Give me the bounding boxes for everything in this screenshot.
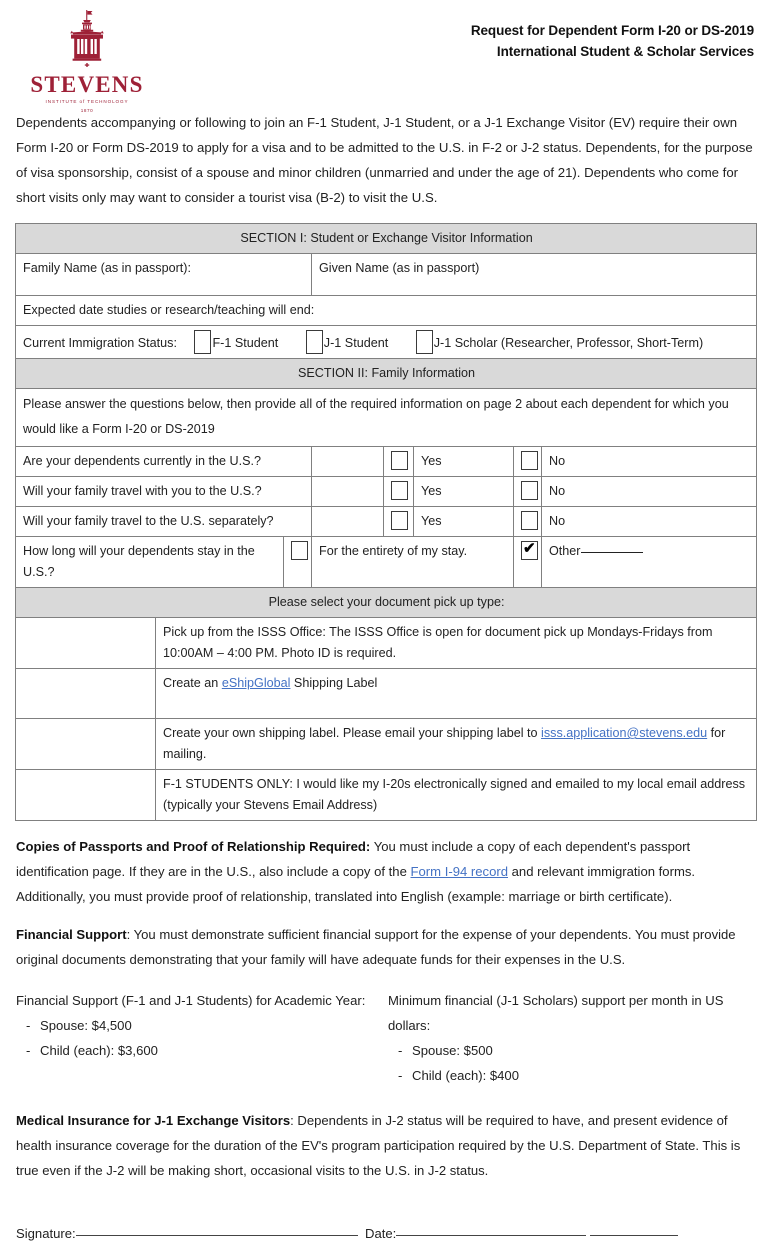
pickup-heading: Please select your document pick up type: <box>16 588 757 618</box>
pickup-option-office-text: Pick up from the ISSS Office: The ISSS Office is open for document pick up Mondays-Fridays from 10:00AM – 4:00 PM. Photo ID is required. <box>163 625 713 660</box>
checkbox-q1-yes[interactable] <box>391 451 408 470</box>
label-q3-yes: Yes <box>414 507 514 537</box>
immigration-status-row <box>16 326 757 359</box>
status-label-j1-scholar: J-1 Scholar (Researcher, Professor, Short-Term) <box>433 336 704 350</box>
isss-email-link[interactable]: isss.application@stevens.edu <box>541 726 708 740</box>
question-dependents-in-us: Are your dependents currently in the U.S.? <box>16 447 312 477</box>
extra-input[interactable] <box>590 1235 678 1236</box>
section-2-instructions: Please answer the questions below, then provide all of the required information on page 2 about each dependent for which you would like a Form I-20 or DS-2019 <box>16 389 757 447</box>
signature-input[interactable] <box>76 1235 358 1236</box>
family-name-field[interactable] <box>16 254 312 296</box>
support-students-child: - Child (each): $3,600 <box>16 1038 388 1063</box>
checkbox-q3-no[interactable] <box>521 511 538 530</box>
family-name-label: Family Name (as in passport): <box>23 261 191 275</box>
medical-insurance-paragraph <box>14 1108 756 1183</box>
passports-text-2: and relevant immigration forms. Additionally, you must provide proof of relationship, translated into English (example: marriage or birth certificate). <box>16 864 696 904</box>
pickup-option-eship <box>156 669 757 719</box>
header-title-block <box>471 10 756 62</box>
immigration-status-label: Current Immigration Status: <box>23 336 177 350</box>
checkbox-other-duration[interactable] <box>521 541 538 560</box>
expected-end-date-field[interactable] <box>16 296 757 326</box>
label-entirety-of-stay: For the entirety of my stay. <box>312 537 514 588</box>
question-stay-duration: How long will your dependents stay in the U.S.? <box>16 537 284 588</box>
date-input[interactable] <box>396 1235 586 1236</box>
checkbox-q2-yes[interactable] <box>391 481 408 500</box>
date-label: Date: <box>364 1226 397 1241</box>
checkbox-j1-scholar[interactable] <box>416 330 433 354</box>
passports-heading: Copies of Passports and Proof of Relationship Required: <box>16 839 371 854</box>
label-q3-no: No <box>542 507 757 537</box>
checkbox-pickup-esign-cell[interactable] <box>16 770 156 821</box>
pickup-option-own-suffix: for mailing. <box>163 726 726 761</box>
label-other-duration: Other <box>549 544 581 558</box>
status-label-f1: F-1 Student <box>212 336 279 350</box>
passports-paragraph <box>14 834 756 909</box>
section-1-heading: SECTION I: Student or Exchange Visitor Information <box>16 224 757 254</box>
checkbox-other-cell[interactable] <box>514 537 542 588</box>
checkbox-j1-student[interactable] <box>306 330 323 354</box>
support-scholars-heading: Minimum financial (J-1 Scholars) support per month in US dollars: <box>388 993 724 1033</box>
given-name-field[interactable] <box>312 254 757 296</box>
checkbox-pickup-eship-cell[interactable] <box>16 669 156 719</box>
form-i94-link[interactable]: Form I-94 record <box>410 864 509 879</box>
intro-paragraph: Dependents accompanying or following to join an F-1 Student, J-1 Student, or a J-1 Exchange Visitor (EV) require their own Form I-20 or Form DS-2019 to apply for a visa and to be admitted to the U.S. in F-2 or J-2 status. Dependents, for the purpose of visa sponsorship, consist of a spouse and minor children (unmarried and under the age of 21). Dependents who come for short visits only may want to consider a tourist visa (B-2) to visit the U.S. <box>16 115 753 205</box>
page-title: Request for Dependent Form I-20 or DS-2019 <box>470 23 754 38</box>
pickup-option-esign <box>156 770 757 821</box>
section-1-table <box>15 223 757 821</box>
logo-year: 1870 <box>80 108 94 113</box>
medical-insurance-heading: Medical Insurance for J-1 Exchange Visitors <box>16 1113 291 1128</box>
financial-support-heading: Financial Support <box>16 927 127 942</box>
pickup-option-own-label <box>156 719 757 770</box>
checkbox-q3-yes-cell[interactable] <box>384 507 414 537</box>
status-option-j1-scholar[interactable] <box>416 336 703 350</box>
checkbox-q2-yes-cell[interactable] <box>384 477 414 507</box>
checkbox-pickup-office-cell[interactable] <box>16 618 156 669</box>
eshipglobal-link[interactable]: eShipGlobal <box>221 676 291 690</box>
question-travel-with-you: Will your family travel with you to the U.S.? <box>16 477 312 507</box>
support-scholars-child: - Child (each): $400 <box>388 1063 748 1088</box>
pickup-option-eship-prefix: Create an <box>163 676 222 690</box>
support-students-heading: Financial Support (F-1 and J-1 Students) for Academic Year: <box>16 993 366 1008</box>
pickup-option-office <box>156 618 757 669</box>
checkbox-pickup-own-label-cell[interactable] <box>16 719 156 770</box>
checkbox-q1-no[interactable] <box>521 451 538 470</box>
checkbox-q1-no-cell[interactable] <box>514 447 542 477</box>
support-scholars-spouse: - Spouse: $500 <box>388 1038 748 1063</box>
checkbox-q3-yes[interactable] <box>391 511 408 530</box>
support-amounts-students <box>16 988 388 1088</box>
label-q2-yes: Yes <box>414 477 514 507</box>
question-travel-separately: Will your family travel to the U.S. separately? <box>16 507 312 537</box>
support-students-spouse: - Spouse: $4,500 <box>16 1013 388 1038</box>
other-duration-input[interactable] <box>581 552 643 553</box>
checkbox-q1-yes-cell[interactable] <box>384 447 414 477</box>
stevens-castle-logo-icon <box>50 10 124 72</box>
status-option-f1[interactable] <box>194 336 278 350</box>
answer-blank-cell <box>312 507 384 537</box>
page-header <box>14 10 756 113</box>
expected-end-date-label: Expected date studies or research/teaching will end: <box>23 303 315 317</box>
label-q1-yes: Yes <box>414 447 514 477</box>
support-amounts-block <box>14 988 756 1088</box>
financial-support-paragraph <box>14 922 756 972</box>
pickup-option-esign-text: F-1 STUDENTS ONLY: I would like my I-20s electronically signed and emailed to my local email address (typically your Stevens Email Address) <box>163 777 746 812</box>
checkbox-entirety-of-stay[interactable] <box>291 541 308 560</box>
pickup-option-own-prefix: Create your own shipping label. Please email your shipping label to <box>163 726 542 740</box>
status-option-j1[interactable] <box>306 336 388 350</box>
stevens-logo <box>14 10 144 113</box>
label-q1-no: No <box>542 447 757 477</box>
label-other-duration-cell <box>542 537 757 588</box>
checkbox-q2-no[interactable] <box>521 481 538 500</box>
status-label-j1: J-1 Student <box>323 336 389 350</box>
section-2-heading: SECTION II: Family Information <box>16 359 757 389</box>
checkbox-entirety-cell[interactable] <box>284 537 312 588</box>
pickup-option-eship-suffix: Shipping Label <box>290 676 378 690</box>
checkbox-q2-no-cell[interactable] <box>514 477 542 507</box>
logo-wordmark: STEVENS <box>30 72 144 97</box>
signature-label: Signature: <box>16 1226 76 1241</box>
support-amounts-scholars <box>388 988 748 1088</box>
answer-blank-cell <box>312 447 384 477</box>
page-subtitle: International Student & Scholar Services <box>496 44 754 59</box>
passports-text-1: You must include a copy of each dependent's passport identification page. If they are in the U.S., also include a copy of the <box>16 839 691 879</box>
given-name-label: Given Name (as in passport) <box>319 261 480 275</box>
financial-support-text: : You must demonstrate sufficient financial support for the expense of your dependents. You must provide original documents demonstrating that your family will have adequate funds for their expenses in the U.S. <box>16 927 736 967</box>
signature-block <box>14 1223 756 1245</box>
logo-subtitle: INSTITUTE of TECHNOLOGY <box>45 99 129 104</box>
checkbox-f1-student[interactable] <box>194 330 211 354</box>
answer-blank-cell <box>312 477 384 507</box>
medical-insurance-text: : Dependents in J-2 status will be required to have, and present evidence of health insurance coverage for the duration of the EV's program participation required by the U.S. Department of State. This is true even if the J-2 will be making short, occasional visits to the U.S. in J-2 status. <box>16 1113 741 1178</box>
checkbox-q3-no-cell[interactable] <box>514 507 542 537</box>
label-q2-no: No <box>542 477 757 507</box>
